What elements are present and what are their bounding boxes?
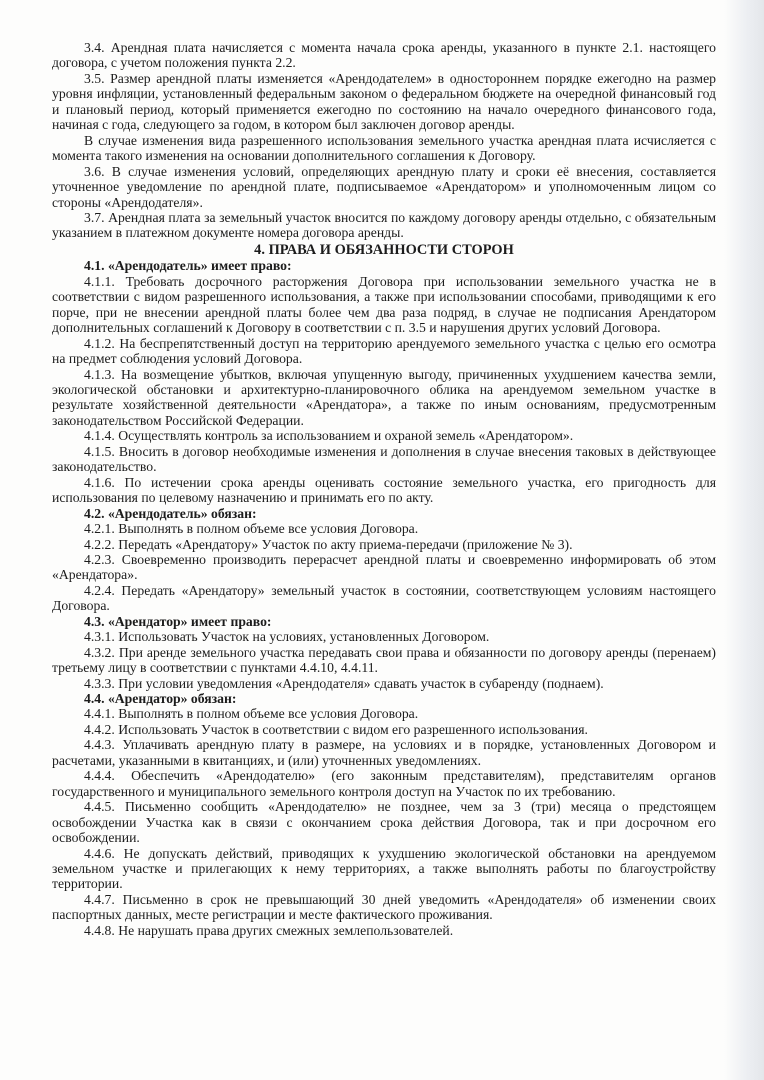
paragraph: 4.4.1. Выполнять в полном объеме все условия Договора. — [84, 706, 419, 722]
paragraph: 4.1.1. Требовать досрочного расторжения Договора при использовании земельного участка не в соответствии с видом разрешенного использования, а также при использовании способами, приводящими к его порче, при не внесении арендной платы более чем два раза подряд, в случае не подписания Арендатором дополнительных соглашений к Договору в соответствии с п. 3.5 и нарушения других условий Договора. — [52, 273, 716, 336]
paragraph: 4.4.7. Письменно в срок не превышающий 30 дней уведомить «Арендодателя» об изменении своих паспортных данных, месте регистрации и месте фактического проживания. — [52, 891, 716, 923]
paragraph: 4.1.2. На беспрепятственный доступ на территорию арендуемого земельного участка с целью его осмотра на предмет соблюдения условий Договора. — [52, 335, 716, 367]
paragraph: 4.4.8. Не нарушать права других смежных землепользователей. — [84, 922, 454, 938]
paragraph: 4.4.4. Обеспечить «Арендодателю» (его законным представителям), представителям органов государственного и муниципального земельного контроля доступ на Участок по их требованию. — [52, 768, 716, 799]
section-heading: 4. ПРАВА И ОБЯЗАННОСТИ СТОРОН — [254, 241, 514, 258]
paragraph: 4.2.1. Выполнять в полном объеме все условия Договора. — [84, 521, 419, 537]
paragraph: 4.4.6. Не допускать действий, приводящих к ухудшению экологической обстановки на арендуемом земельном участке и прилегающих к нему территориях, а также выполнять работы по благоустройству территории. — [52, 845, 716, 892]
paragraph: 4.2.3. Своевременно производить перерасчет арендной платы и своевременно информировать об этом «Арендатора». — [52, 551, 716, 583]
paragraph: 4.2.4. Передать «Арендатору» земельный участок в состоянии, соответствующем условиям настоящего Договора. — [52, 582, 716, 614]
paragraph: 3.5. Размер арендной платы изменяется «Арендодателем» в одностороннем порядке ежегодно на размер уровня инфляции, установленный федеральным законом о федеральном бюджете на очередной финансовый год и плановый период, который применяется ежегодно по состоянию на начало очередного финансового года, начиная с года, следующего за годом, в котором был заключен договор аренды. — [52, 70, 716, 133]
paragraph: 4.4.5. Письменно сообщить «Арендодателю» не позднее, чем за 3 (три) месяца о предстоящем освобождении Участка как в связи с окончанием срока действия Договора, так и при досрочном его освобождении. — [52, 799, 716, 846]
paragraph: 4.1.4. Осуществлять контроль за использованием и охраной земель «Арендатором». — [84, 428, 574, 444]
subsection-heading: 4.3. «Арендатор» имеет право: — [84, 613, 272, 629]
paragraph: 4.4.3. Уплачивать арендную плату в размере, на условиях и в порядке, установленных Договором и расчетами, указанными в квитанциях, и (или) уточненных уведомлениях. — [52, 737, 716, 768]
paragraph: 4.3.3. При условии уведомления «Арендодателя» сдавать участок в субаренду (поднаем). — [84, 675, 604, 691]
paragraph: 3.7. Арендная плата за земельный участок вносится по каждому договору аренды отдельно, с обязательным указанием в платежном документе номера договора аренды. — [52, 209, 716, 241]
paragraph: 4.1.3. На возмещение убытков, включая упущенную выгоду, причиненных ухудшением качества земли, экологической обстановки и архитектурно-планировочного облика на арендуемом земельном участке в результате хозяйственной деятельности «Арендатора», а также по иным основаниям, предусмотренным законодательством Российской Федерации. — [52, 366, 716, 428]
paragraph: 4.3.2. При аренде земельного участка передавать свои права и обязанности по договору аренды (перенаем) третьему лицу в соответствии с пунктами 4.4.10, 4.4.11. — [52, 644, 716, 676]
paragraph: 3.6. В случае изменения условий, определяющих арендную плату и сроки её внесения, составляется уточненное уведомление по арендной плате, подписываемое «Арендатором» и уполномоченным лицом со стороны «Арендодателя». — [52, 163, 716, 210]
paragraph: 4.3.1. Использовать Участок на условиях, установленных Договором. — [84, 629, 490, 645]
scan-edge-shadow — [724, 0, 764, 1080]
paragraph: 4.2.2. Передать «Арендатору» Участок по акту приема-передачи (приложение № 3). — [84, 536, 573, 552]
document-page — [52, 40, 716, 938]
paragraph: 3.4. Арендная плата начисляется с момента начала срока аренды, указанного в пункте 2.1. настоящего договора, с учетом положения пункта 2.2. — [52, 40, 716, 71]
subsection-heading: 4.4. «Арендатор» обязан: — [84, 691, 237, 707]
paragraph: В случае изменения вида разрешенного использования земельного участка арендная плата исчисляется с момента такого изменения на основании дополнительного соглашения к Договору. — [52, 132, 716, 164]
subsection-heading: 4.2. «Арендодатель» обязан: — [84, 505, 257, 521]
paragraph: 4.1.6. По истечении срока аренды оценивать состояние земельного участка, его пригодность для использования по целевому назначению и принимать его по акту. — [52, 474, 716, 506]
subsection-heading: 4.1. «Арендодатель» имеет право: — [84, 258, 292, 274]
paragraph: 4.1.5. Вносить в договор необходимые изменения и дополнения в случае внесения таковых в действующее законодательство. — [52, 443, 716, 475]
paragraph: 4.4.2. Использовать Участок в соответствии с видом его разрешенного использования. — [84, 721, 588, 737]
